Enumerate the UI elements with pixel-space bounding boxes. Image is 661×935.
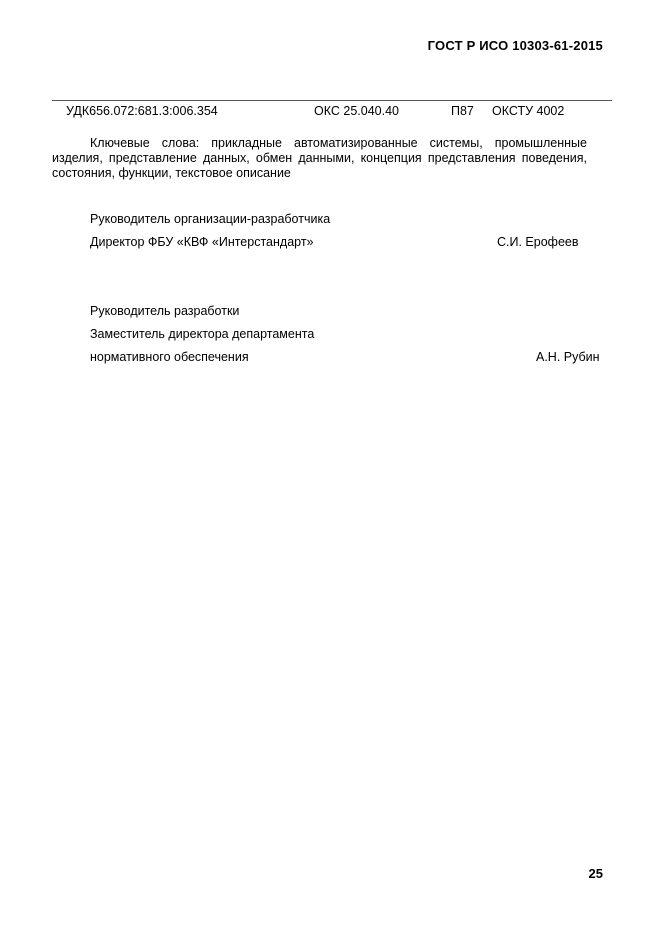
oks-code: ОКС 25.040.40 (314, 104, 399, 118)
dev-head-name: А.Н. Рубин (536, 350, 600, 364)
dev-head-position-line2: нормативного обеспечения (90, 350, 249, 364)
udk-code: УДК656.072:681.3:006.354 (66, 104, 218, 118)
dev-head-position-line1: Заместитель директора департамента (90, 327, 315, 341)
org-head-position: Директор ФБУ «КВФ «Интерстандарт» (90, 235, 314, 249)
org-head-label: Руководитель организации-разработчика (90, 212, 331, 226)
org-head-name: С.И. Ерофеев (497, 235, 579, 249)
group-code: П87 (451, 104, 474, 118)
dev-head-label: Руководитель разработки (90, 304, 240, 318)
keywords-paragraph: Ключевые слова: прикладные автоматизированные системы, промышленные изделия, представление данных, обмен данными, концепция представления поведения, состояния, функции, текстовое описание (52, 136, 587, 180)
document-code: ГОСТ Р ИСО 10303-61-2015 (427, 38, 603, 53)
okstu-code: ОКСТУ 4002 (492, 104, 565, 118)
page-number: 25 (588, 866, 603, 881)
header-rule (52, 100, 612, 101)
classification-row (66, 104, 606, 120)
